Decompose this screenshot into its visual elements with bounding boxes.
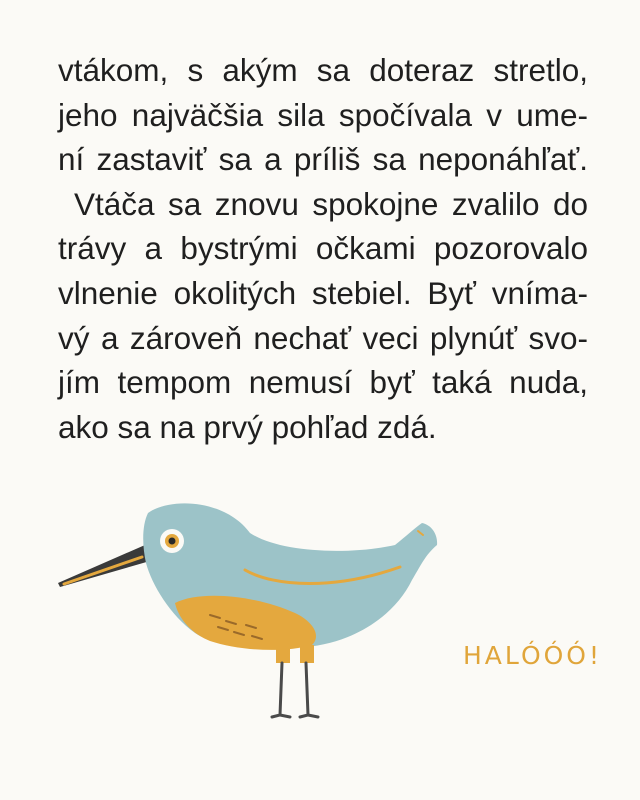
bird-beak-stripe [64,557,142,584]
bird-illustration [50,495,450,735]
text-line: trávy a bystrými očkami pozorovalo [58,230,588,267]
text-line: vý a zároveň nechať veci plynúť svo- [58,319,588,356]
text-line: jím tempom nemusí byť taká nuda, [58,364,588,401]
bird-legs [272,645,318,717]
bird-eye-pupil [169,538,176,545]
text-line: Vtáča sa znovu spokojne zvalilo do [74,185,588,222]
text-line: vtákom, s akým sa doteraz stretlo, [58,52,588,88]
text-line: vlnenie okolitých stebiel. Byť vníma- [58,274,588,311]
text-line: jeho najväčšia sila spočívala v ume- [58,96,588,133]
exclamation-text: HALÓÓÓ! [463,641,602,670]
text-line: ako sa na prvý pohľad zdá. [58,408,437,445]
story-paragraph [58,48,588,449]
text-line: ní zastaviť sa a príliš sa neponáhľať. [58,141,588,178]
